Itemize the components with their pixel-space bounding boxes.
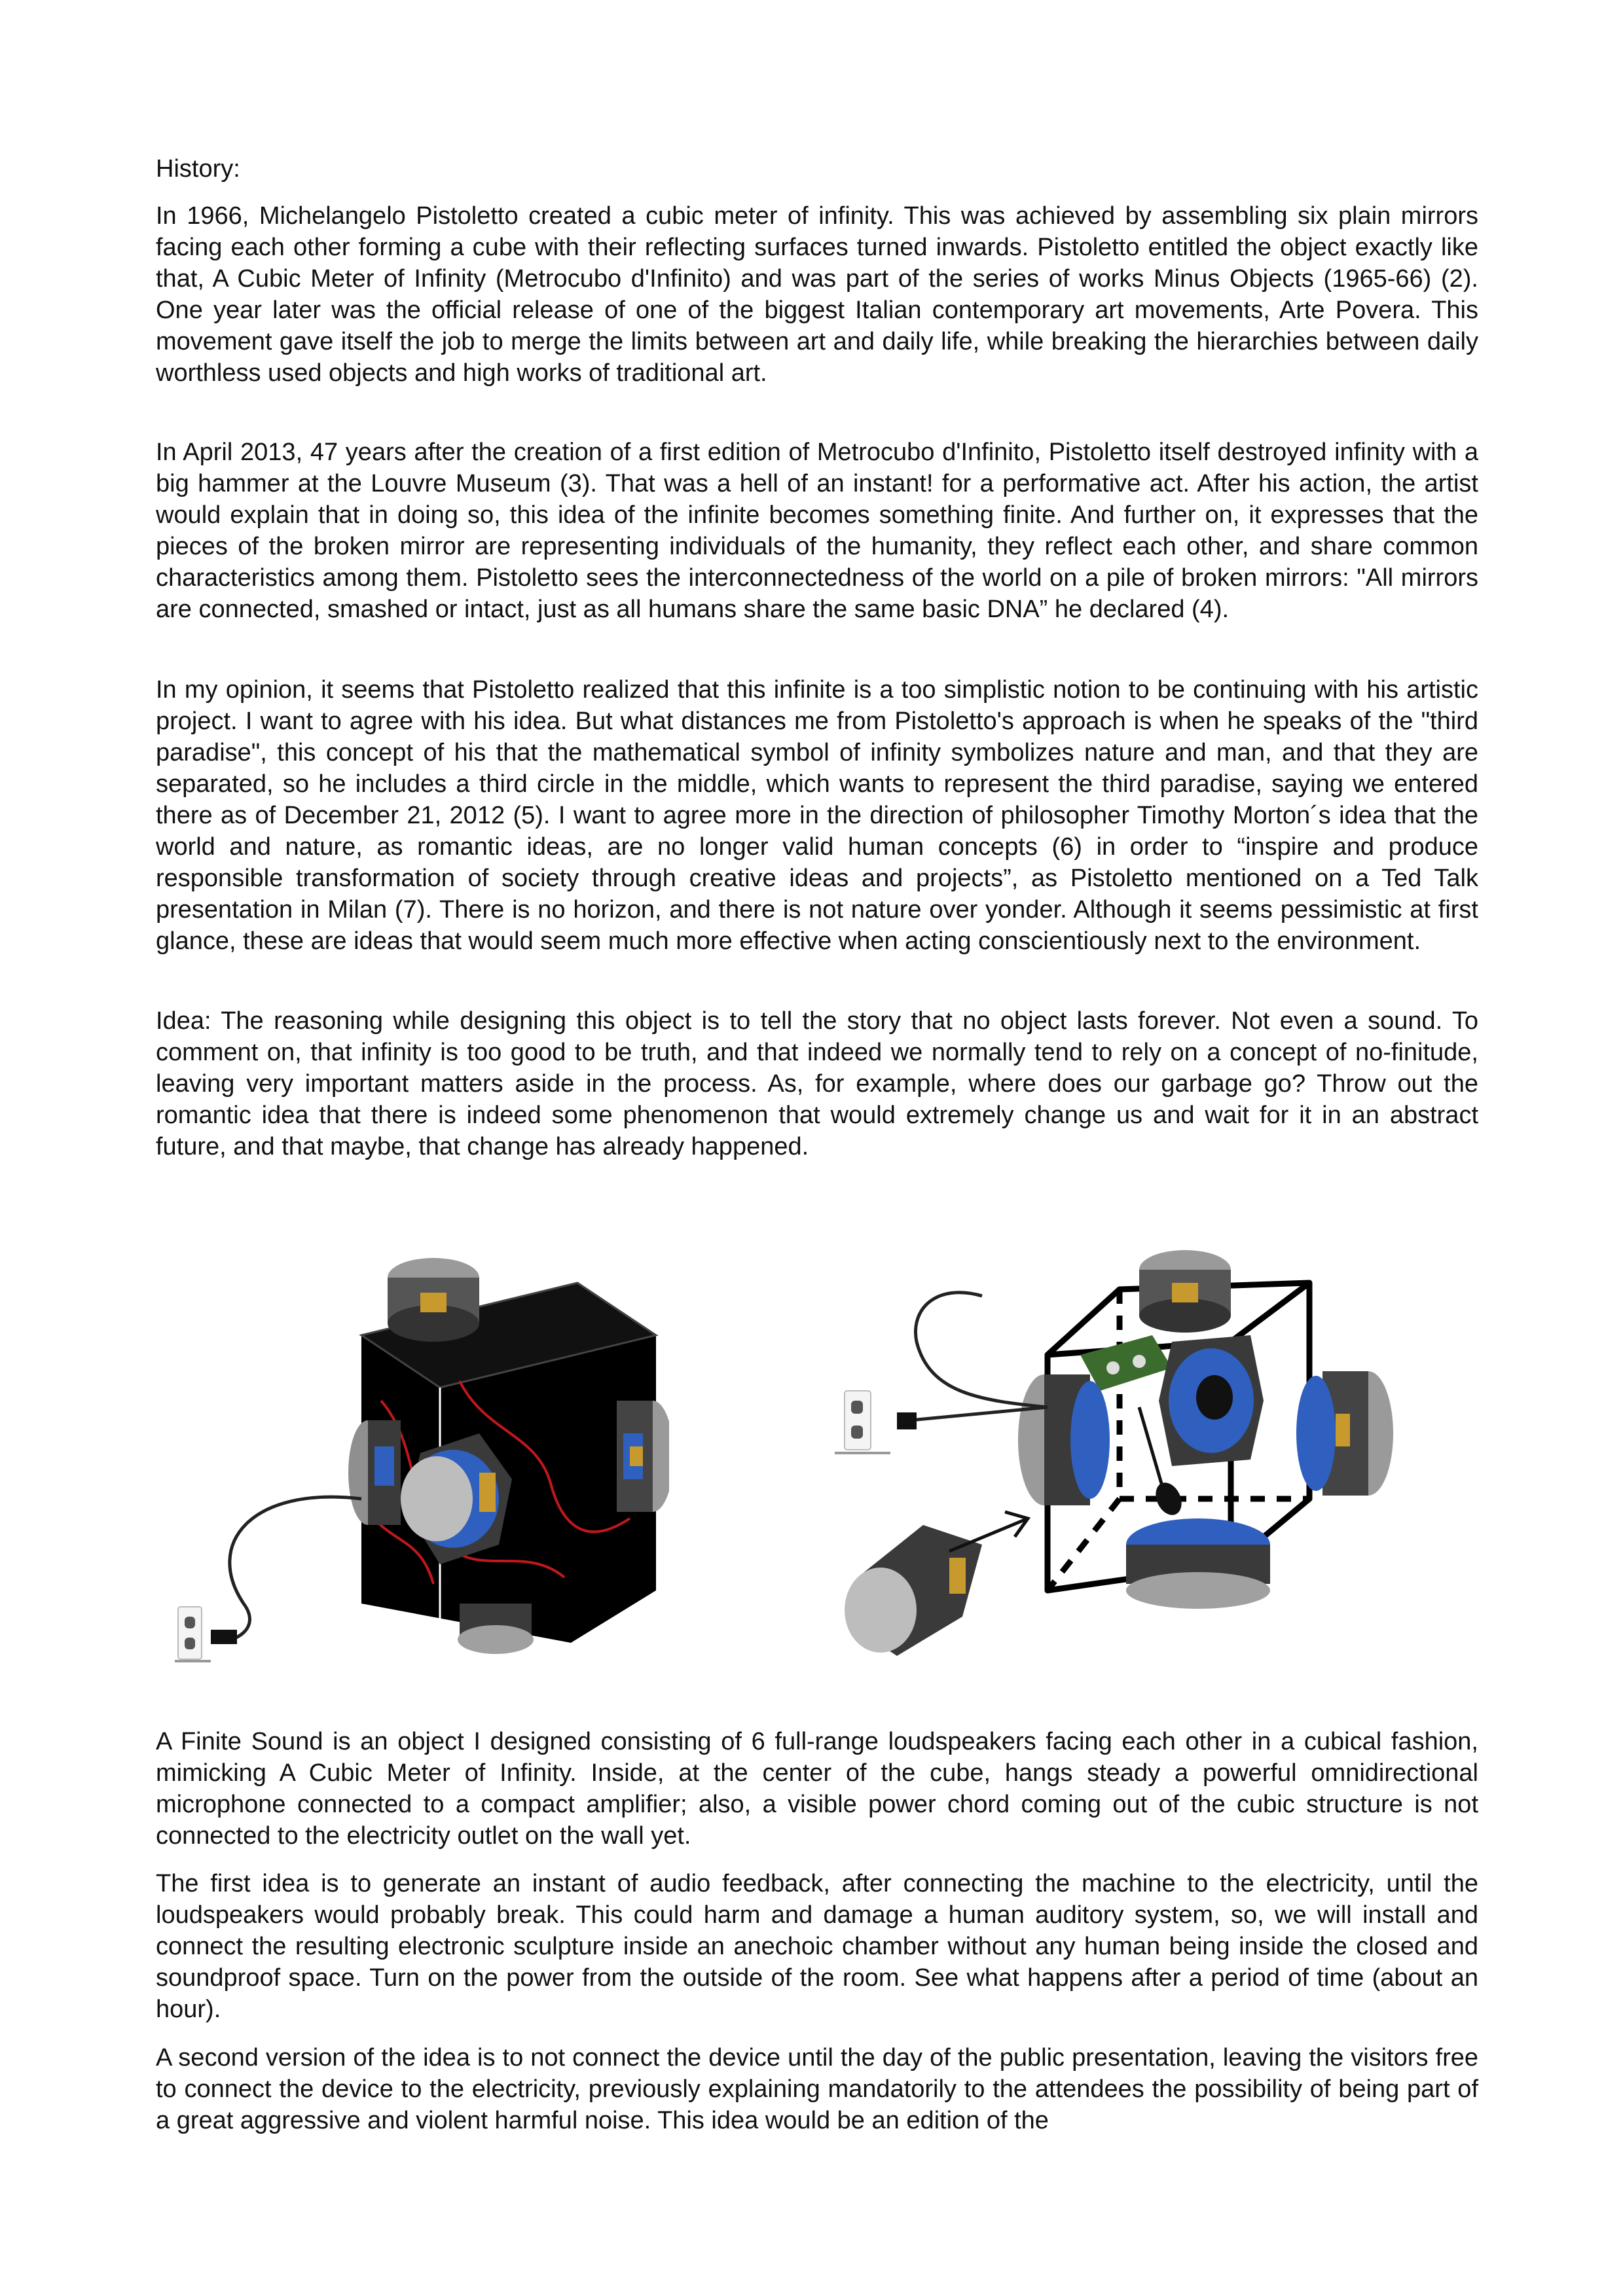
speaker-icon <box>1126 1518 1270 1609</box>
outlet-icon <box>835 1391 890 1453</box>
speaker-icon <box>348 1420 401 1525</box>
speaker-icon <box>388 1258 479 1342</box>
paragraph-opinion: In my opinion, it seems that Pistoletto realized that this infinite is a too simplistic notion to be continuing with his artistic project. I want to agree with his idea. But what distances me from Pistoletto's approach is when he speaks of the "third paradise", this concept of his that the mathematical symbol of infinity symbolizes nature and man, and that they are separated, so he includes a third circle in the middle, which wants to represent the third paradise, saying we entered there as of December 21, 2012 (5). I want to agree more in the direction of philosopher Timothy Morton´s idea that the world and nature, as romantic ideas, are no longer valid human concepts (6) in order to “inspire and produce responsible transformation of society through creative ideas and projects”, as Pistoletto mentioned on a Ted Talk presentation in Milan (7). There is no horizon, and there is not nature over yonder. Although it seems pessimistic at first glance, these are ideas that would seem much more effective when acting conscientiously next to the environment. <box>156 676 1478 955</box>
speaker-cube-solid-svg <box>172 1237 669 1662</box>
speaker-icon <box>1018 1374 1110 1505</box>
speaker-cube-solid-illustration <box>172 1237 669 1662</box>
arrow-icon <box>949 1512 1028 1551</box>
outlet-icon <box>175 1607 211 1661</box>
paragraph-second-idea: A second version of the idea is to not connect the device until the day of the public presentation, leaving the visitors free to connect the device to the electricity, previously explaining mandatorily to the attendees the possibility of being part of a great aggressive and violent harmful noise. This idea would be an edition of the <box>156 2044 1478 2134</box>
speaker-cube-wireframe-illustration <box>831 1237 1395 1662</box>
paragraph-idea: Idea: The reasoning while designing this object is to tell the story that no object lasts forever. Not even a sound. To comment on, that infinity is too good to be truth, and that indeed we normally tend to rely on a concept of no-finitude, leaving very important matters aside in the process. As, for example, where does our garbage go? Throw out the romantic idea that there is indeed some phenomenon that would extremely change us and wait for it in an abstract future, and that maybe, that change has already happened. <box>156 1007 1478 1160</box>
speaker-icon <box>1159 1335 1264 1466</box>
speaker-icon <box>1139 1250 1231 1333</box>
paragraph-history-1: In 1966, Michelangelo Pistoletto created a cubic meter of infinity. This was achieved by assembling six plain mirrors facing each other forming a cube with their reflecting surfaces turned inwards. Pistoletto entitled the object exactly like that, A Cubic Meter of Infinity (Metrocubo d'Infinito) and was part of the series of works Minus Objects (1965-66) (2). One year later was the official release of one of the biggest Italian contemporary art movements, Arte Povera. This movement gave itself the job to merge the limits between art and daily life, while breaking the hierarchies between daily worthless used objects and high works of traditional art. <box>156 202 1478 387</box>
paragraph-history-2: In April 2013, 47 years after the creation of a first edition of Metrocubo d'Infinito, Pistoletto itself destroyed infinity with a big hammer at the Louvre Museum (3). That was a hell of an instant! for a performative act. After his action, the artist would explain that in doing so, this idea of the infinite becomes something finite. And further on, it expresses that the pieces of the broken mirror are representing individuals of the humanity, they reflect each other, and share common characteristics among them. Pistoletto sees the interconnectedness of the world on a pile of broken mirrors: "All mirrors are connected, smashed or intact, just as all humans share the same basic DNA” he declared (4). <box>156 439 1478 623</box>
speaker-icon <box>458 1604 534 1654</box>
paragraph-first-idea: The first idea is to generate an instant of audio feedback, after connecting the machine to the electricity, until the loudspeakers would probably break. This could harm and damage a human auditory system, so, we will install and connect the resulting electronic sculpture inside an anechoic chamber without any human being inside the closed and soundproof space. Turn on the power from the outside of the room. See what happens after a period of time (about an hour). <box>156 1870 1478 2023</box>
section-heading: History: <box>156 155 240 183</box>
speaker-icon <box>617 1401 669 1512</box>
speaker-icon <box>1296 1371 1393 1496</box>
speaker-cube-wireframe-svg <box>831 1237 1395 1662</box>
paragraph-description: A Finite Sound is an object I designed consisting of 6 full-range loudspeakers facing each other in a cubical fashion, mimicking A Cubic Meter of Infinity. Inside, at the center of the cube, hangs steady a powerful omnidirectional microphone connected to a compact amplifier; also, a visible power chord coming out of the cubic structure is not connected to the electricity outlet on the wall yet. <box>156 1728 1478 1850</box>
